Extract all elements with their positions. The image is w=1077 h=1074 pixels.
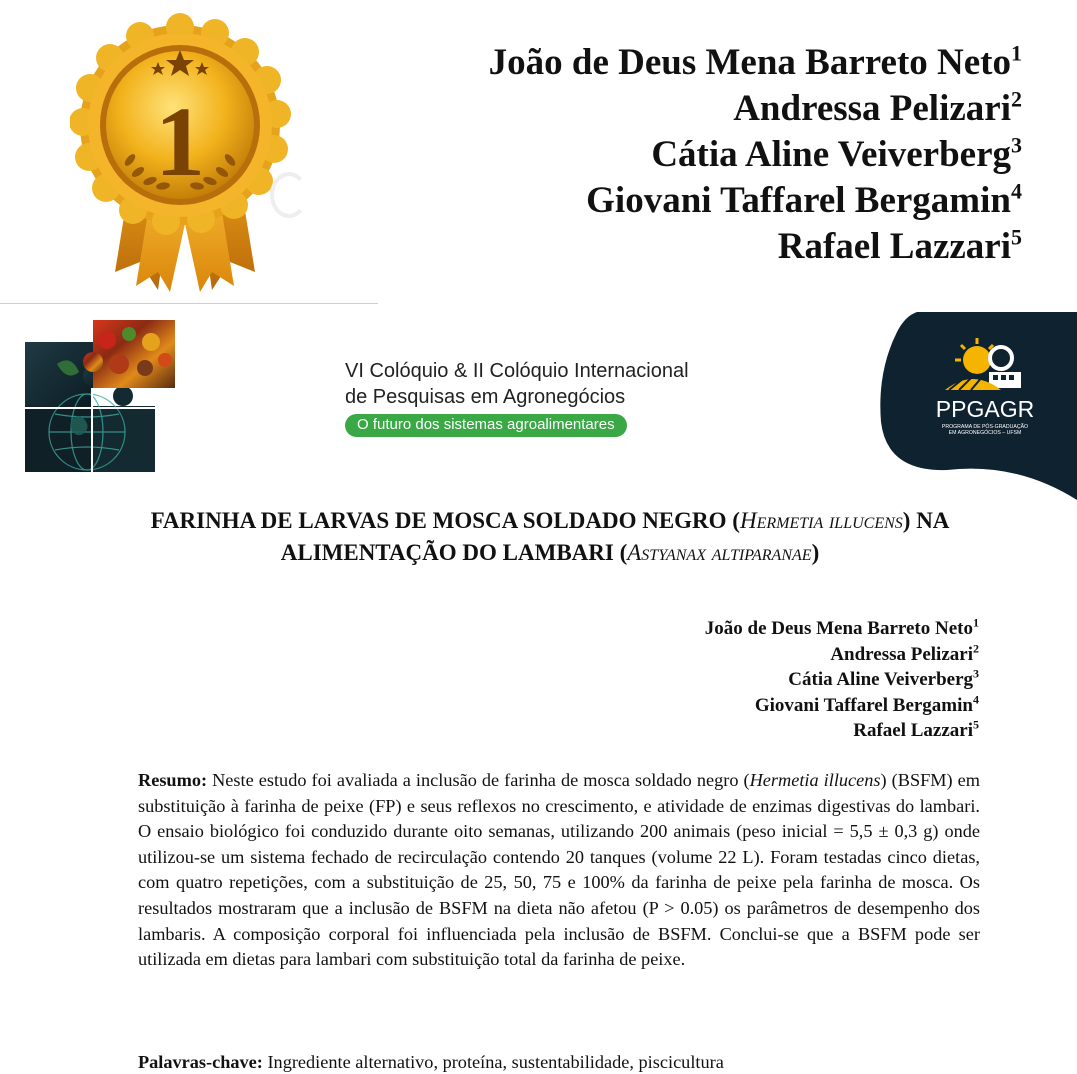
ppgagr-logo <box>877 312 1077 500</box>
author-1: João de Deus Mena Barreto Neto$^1$ <box>704 615 979 639</box>
paper-title: FARINHA DE LARVAS DE MOSCA SOLDADO NEGRO (Hermetia illucens) NA ALIMENTAÇÃO DO LAMBARI (Astyanax altiparanae) <box>150 508 950 565</box>
ppgagr-subtitle-2: EM AGRONEGÓCIOS – UFSM <box>948 430 1022 436</box>
title-species-1: Hermetia illucens <box>739 508 903 533</box>
ppgagr-subtitle-1: PROGRAMA DE PÓS-GRADUAÇÃO <box>941 424 1029 430</box>
author-4: Giovani Taffarel Bergamin$^4$ <box>754 692 979 716</box>
author-2: Andressa Pelizari$^2$ <box>830 641 979 665</box>
authors-list <box>705 616 979 744</box>
watermark-fragment <box>270 172 308 218</box>
abstract-species: Hermetia illucens <box>749 770 881 790</box>
conference-banner <box>345 358 689 437</box>
abstract-label: Resumo: <box>138 770 208 790</box>
section-divider <box>0 303 378 304</box>
title-species-2: Astyanax altiparanae <box>627 540 812 565</box>
author-3: Cátia Aline Veiverberg$^3$ <box>788 666 979 690</box>
top-author-3: Cátia Aline Veiverberg$^3$ <box>651 132 1022 175</box>
top-author-2: Andressa Pelizari$^2$ <box>733 86 1022 129</box>
ppgagr-name: PPGAGR <box>935 396 1035 422</box>
top-author-5: Rafael Lazzari$^5$ <box>777 224 1022 267</box>
conference-tagline: O futuro dos sistemas agroalimentares <box>345 414 627 437</box>
top-author-4: Giovani Taffarel Bergamin$^4$ <box>586 178 1022 221</box>
conference-title-line1: VI Colóquio & II Colóquio Internacional <box>345 360 689 382</box>
conference-title-line2: de Pesquisas em Agronegócios <box>345 386 626 408</box>
top-author-1: João de Deus Mena Barreto Neto$^1$ <box>488 40 1022 83</box>
author-5: Rafael Lazzari$^5$ <box>853 717 979 741</box>
top-authors-list <box>489 40 1022 270</box>
keywords: Palavras-chave: Ingrediente alternativo, proteína, sustentabilidade, piscicultura <box>138 1052 724 1072</box>
gold-medal-icon <box>70 10 300 295</box>
puzzle-globe-logo-icon <box>25 320 177 475</box>
abstract: Resumo: Neste estudo foi avaliada a inclusão de farinha de mosca soldado negro (Hermetia illucens) (BSFM) em substituição à farinha de peixe (FP) e seus reflexos no crescimento, e atividade de enzimas digestivas do lambari. O ensaio biológico foi conduzido durante oito semanas, utilizando 200 animais (peso inicial = 5,5 ± 0,3 g) onde utilizou-se um sistema fechado de recirculação contendo 20 tanques (volume 22 L). Foram testadas cinco dietas, com quatro repetições, com a substituição de 25, 50, 75 e 100% da farinha de peixe pela farinha de mosca. Os resultados mostraram que a inclusão de BSFM na dieta não afetou (P > 0.05) os parâmetros de desempenho dos lambaris. A composição corporal foi influenciada pela inclusão de BSFM. Conclui-se que a BSFM pode ser utilizada em dietas para lambari com substituição total da farinha de peixe. <box>138 770 980 970</box>
medal-number: 1 <box>155 86 205 197</box>
keywords-label: Palavras-chave: <box>138 1052 263 1072</box>
